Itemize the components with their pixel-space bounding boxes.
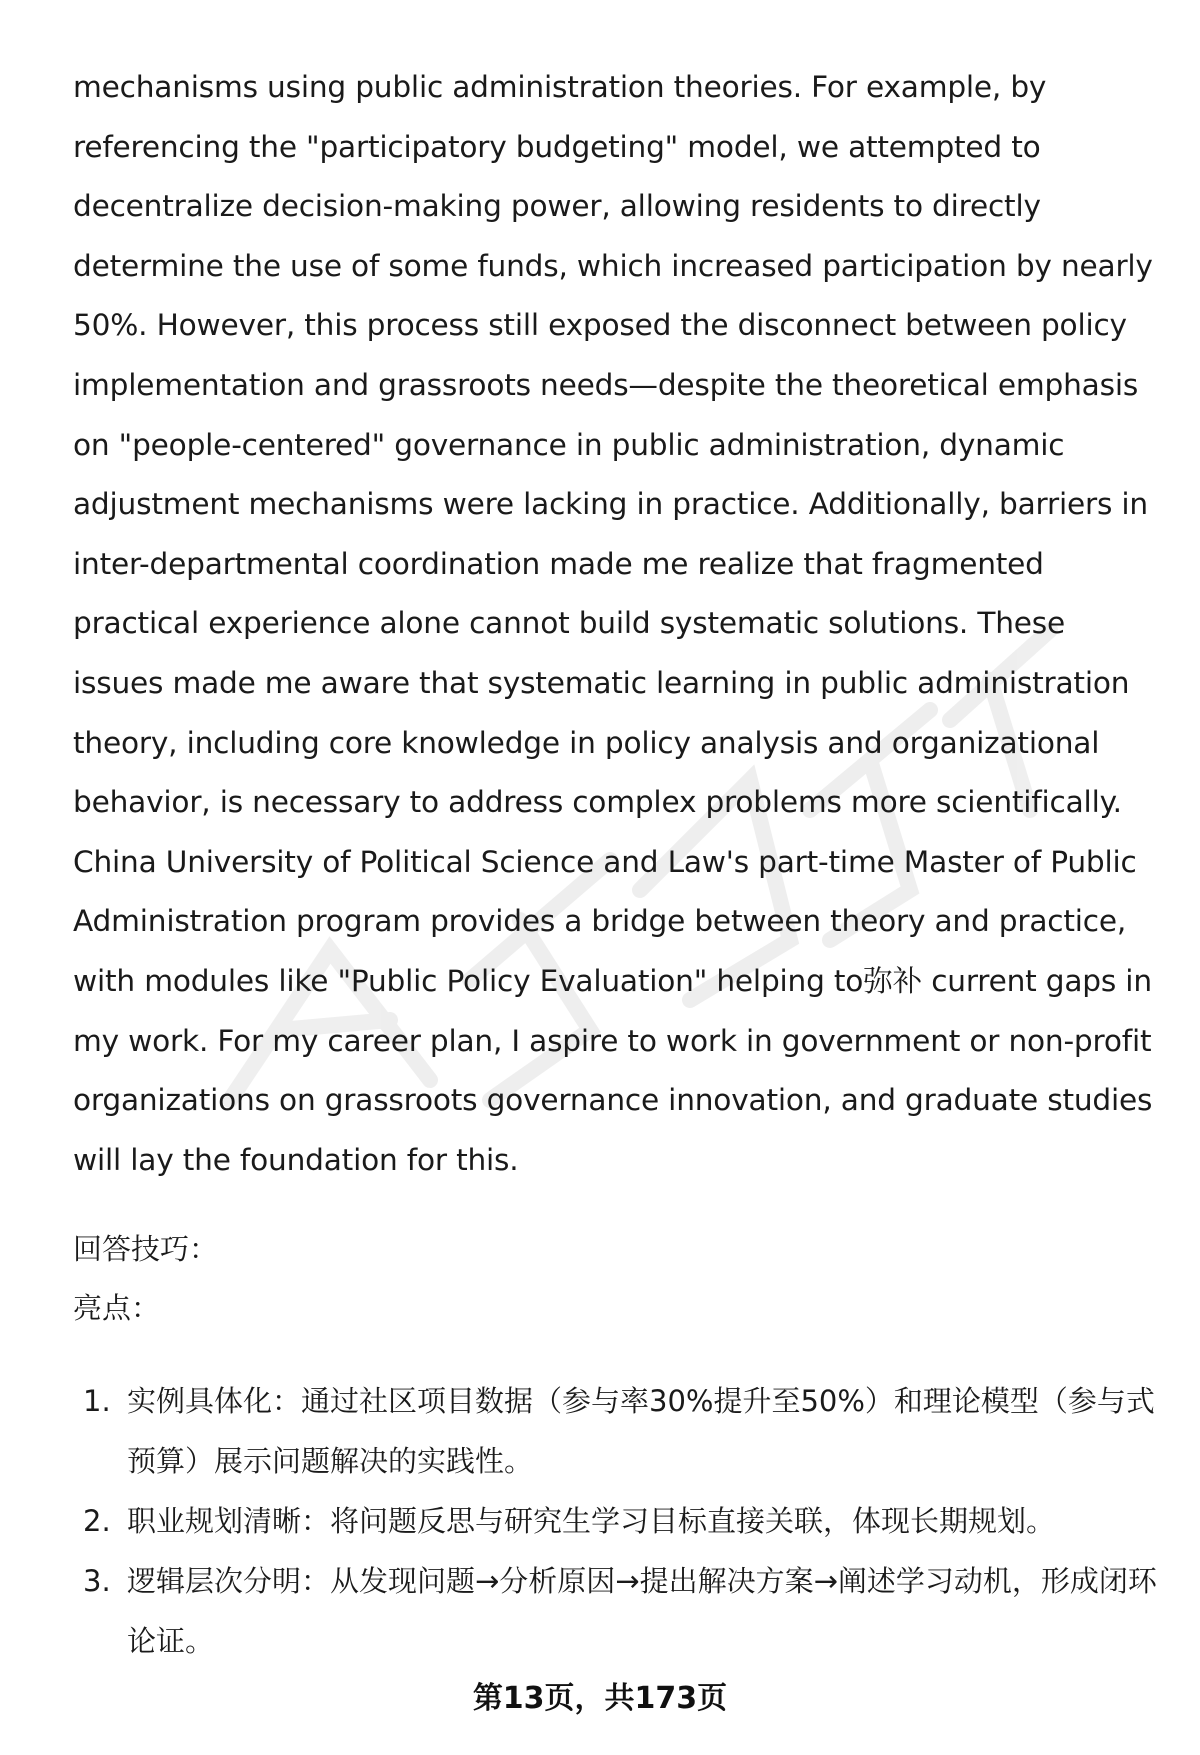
list-item <box>73 1371 1163 1491</box>
answer-tips-heading: 回答技巧： <box>73 1232 219 1266</box>
body-paragraph: mechanisms using public administration theories. For example, by referencing the "participatory budgeting" model, we attempted to decentralize decision-making power, allowing residents to directly determine the use of some funds, which increased participation by nearly 50%. However, this process still exposed the disconnect between policy implementation and grassroots needs—despite the theoretical emphasis on "people-centered" governance in public administration, dynamic adjustment mechanisms were lacking in practice. Additionally, barriers in inter-departmental coordination made me realize that fragmented practical experience alone cannot build systematic solutions. These issues made me aware that systematic learning in public administration theory, including core knowledge in policy analysis and organizational behavior, is necessary to address complex problems more scientifically. China University of Political Science and Law's part-time Master of Public Administration program provides a bridge between theory and practice, with modules like "Public Policy Evaluation" helping to弥补 current gaps in my work. For my career plan, I aspire to work in government or non-profit organizations on grassroots governance innovation, and graduate studies will lay the foundation for this. <box>73 70 1153 1177</box>
list-item-text: 实例具体化：通过社区项目数据（参与率30%提升至50%）和理论模型（参与式预算）展示问题解决的实践性。 <box>127 1384 1155 1478</box>
list-item-number: 1. <box>83 1384 111 1418</box>
list-item-number: 2. <box>83 1504 111 1538</box>
highlights-list <box>73 1371 1163 1671</box>
list-item-number: 3. <box>83 1564 111 1598</box>
list-item <box>73 1491 1163 1551</box>
list-item <box>73 1551 1163 1671</box>
highlights-heading: 亮点： <box>73 1291 161 1325</box>
list-item-text: 逻辑层次分明：从发现问题→分析原因→提出解决方案→阐述学习动机，形成闭环论证。 <box>127 1564 1157 1658</box>
list-item-text: 职业规划清晰：将问题反思与研究生学习目标直接关联，体现长期规划。 <box>127 1504 1056 1538</box>
page-number-footer: 第13页，共173页 <box>472 1681 728 1716</box>
